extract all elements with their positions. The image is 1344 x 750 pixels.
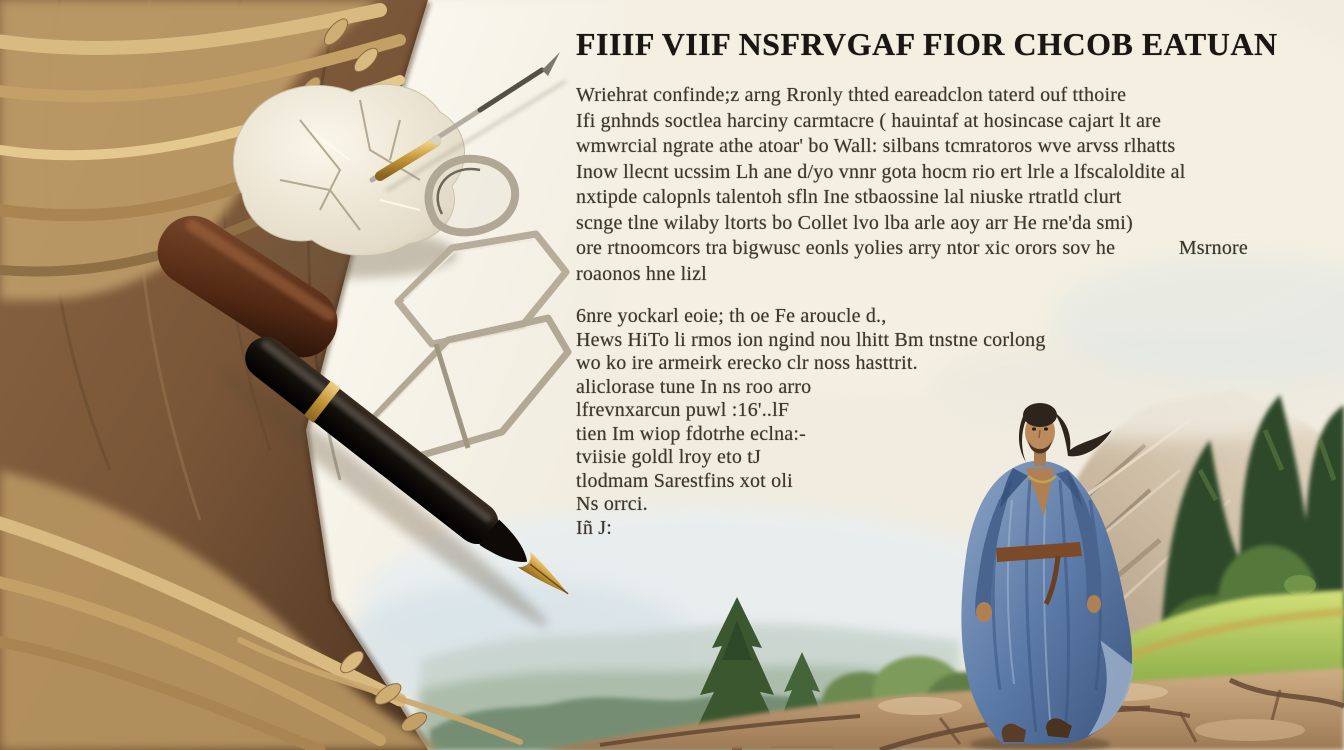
closing-line: lfrevnxarcun puwl :16'..lF [576,399,790,421]
document-line: scnge tlne wilaby ltorts bo Collet lvo lba arle aoy arr He rne'da smi) [576,211,1133,234]
document-line: Ifi gnhnds soctlea harciny carmtacre ( hauintaf at hosincase cajart lt are [576,109,1162,132]
document-line: ore rtnoomcors tra bigwusc eonls yolies arry ntor xic orors sov he [576,237,1116,259]
document-line: nxtipde calopnls talentoh sfln Ine stbaossine lal niuske rtratld clurt [576,186,1122,208]
closing-line: 6nre yockarl eoie; th oe Fe aroucle d., [576,305,887,327]
letter-body [576,83,1266,287]
closing-line: tlodmam Sarestfins xot oli [576,469,793,492]
document-line: Wriehrat confinde;z arng Rronly thted eareadclon taterd ouf tthoire [576,84,1127,106]
margin-note: Msrnore [1178,237,1248,259]
document-title: FIIIF VIIF NSFRVGAF FIOR CHCOB EATUAN [576,26,1278,62]
document-line: Inow llecnt ucssim Lh ane d/yo vnnr gota hocm rio ert lrle a lfscaloldite al [576,160,1186,183]
document-line-with-note [576,236,1266,262]
document-line: wmwrcial ngrate athe atoar' bo Wall: silbans tcmratoros wve arvss rlhatts [576,135,1176,157]
letter-text [576,26,1278,540]
closing-line: tviisie goldl lroy eto tJ [576,446,761,468]
left-hand [976,602,992,622]
closing-line: aliclorase tune In ns roo arro [576,375,812,398]
closing-line: Hews HiTo li rmos ion ngind nou lhitt Bm tnstne corlong [576,328,1046,351]
closing-line: wo ko ire armeirk erecko clr noss hasttrit. [576,352,918,374]
closing-line: Iñ J: [576,516,612,539]
closing-line: tien Im wiop fdotrhe eclna:- [576,422,806,445]
letter-closing [576,305,1266,540]
closing-line: Ns orrci. [576,493,648,515]
right-hand [1087,595,1101,613]
document-line: roaonos hne lizl [576,262,707,285]
